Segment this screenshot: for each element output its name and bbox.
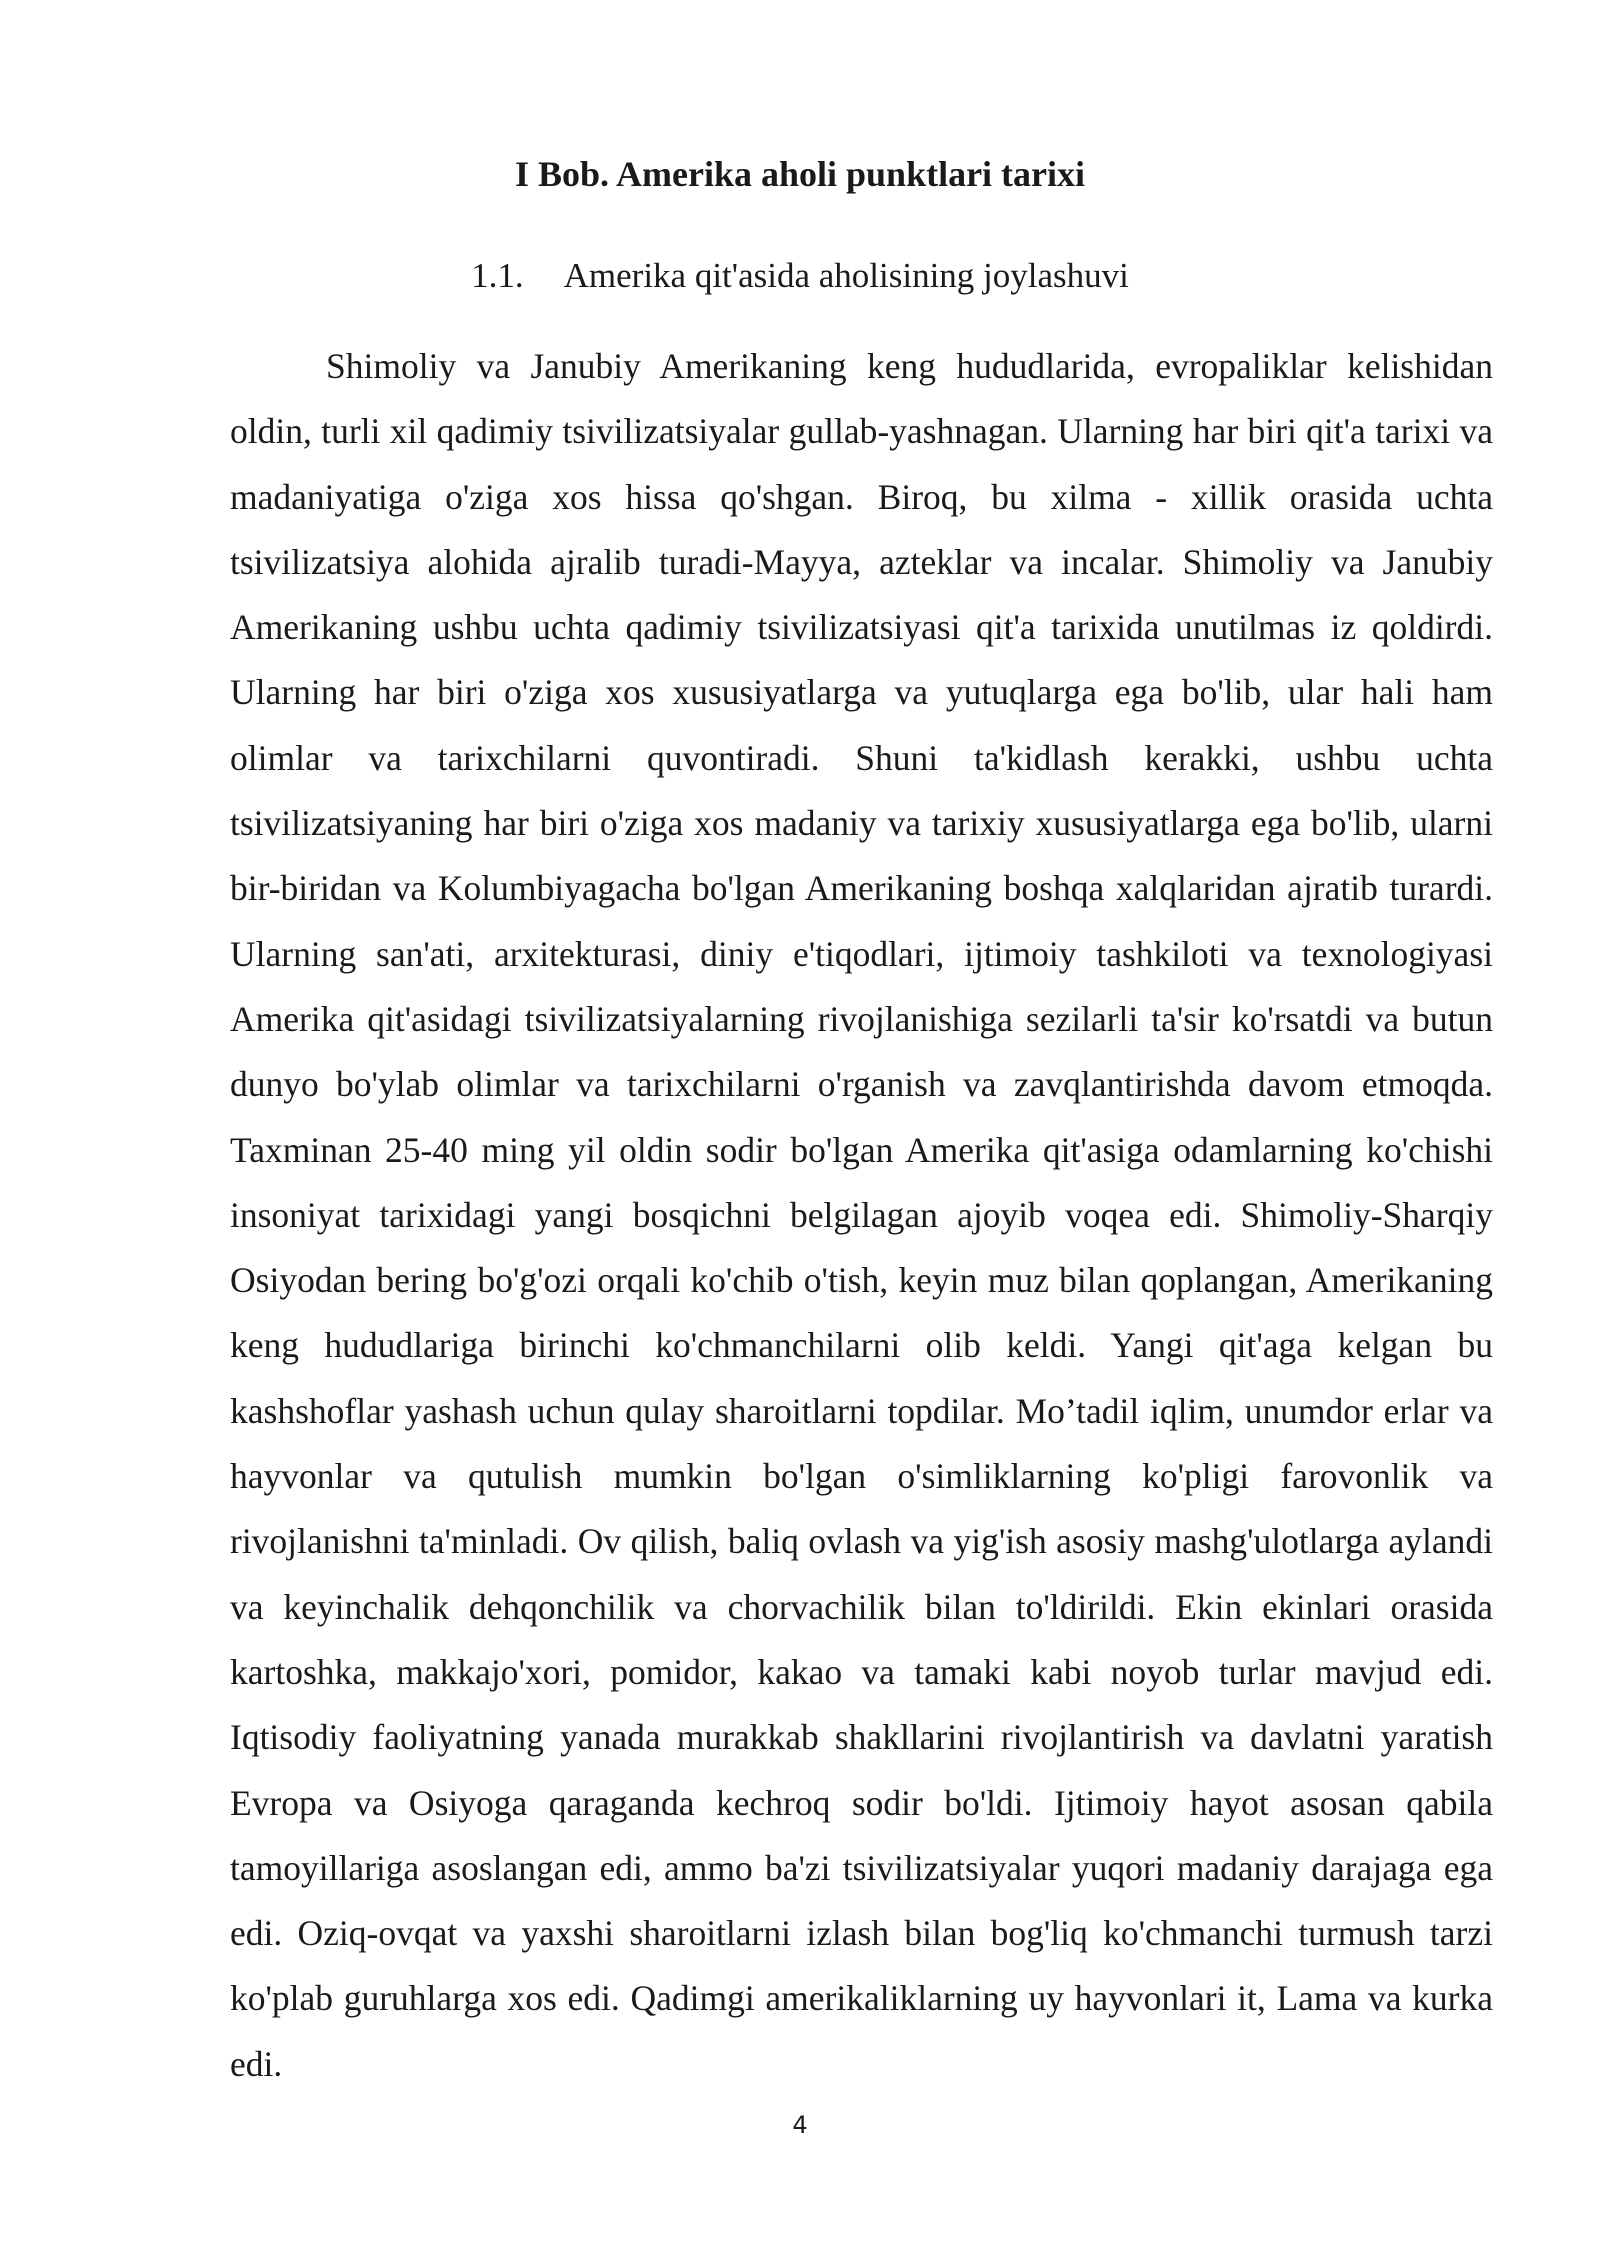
section-heading bbox=[0, 252, 1600, 300]
page-number: 4 bbox=[792, 2111, 808, 2139]
body-paragraph: Shimoliy va Janubiy Amerikaning keng hududlarida, evropaliklar kelishidan oldin, turli xil qadimiy tsivilizatsiyalar gullab-yashnagan. Ularning har biri qit'a tarixi va madaniyatiga o'ziga xos hissa qo'shgan. Biroq, bu xilma - xillik orasida uchta tsivilizatsiya alohida ajralib turadi-Mayya, azteklar va incalar. Shimoliy va Janubiy Amerikaning ushbu uchta qadimiy tsivilizatsiyasi qit'a tarixida unutilmas iz qoldirdi. Ularning har biri o'ziga xos xususiyatlarga va yutuqlarga ega bo'lib, ular hali ham olimlar va tarixchilarni quvontiradi. Shuni ta'kidlash kerakki, ushbu uchta tsivilizatsiyaning har biri o'ziga xos madaniy va tarixiy xususiyatlarga ega bo'lib, ularni bir-biridan va Kolumbiyagacha bo'lgan Amerikaning boshqa xalqlaridan ajratib turardi. Ularning san'ati, arxitekturasi, diniy e'tiqodlari, ijtimoiy tashkiloti va texnologiyasi Amerika qit'asidagi tsivilizatsiyalarning rivojlanishiga sezilarli ta'sir ko'rsatdi va butun dunyo bo'ylab olimlar va tarixchilarni o'rganish va zavqlantirishda davom etmoqda. Taxminan 25-40 ming yil oldin sodir bo'lgan Amerika qit'asiga odamlarning ko'chishi insoniyat tarixidagi yangi bosqichni belgilagan ajoyib voqea edi. Shimoliy-Sharqiy Osiyodan bering bo'g'ozi orqali ko'chib o'tish, keyin muz bilan qoplangan, Amerikaning keng hududlariga birinchi ko'chmanchilarni olib keldi. Yangi qit'aga kelgan bu kashshoflar yashash uchun qulay sharoitlarni topdilar. Mo’tadil iqlim, unumdor erlar va hayvonlar va qutulish mumkin bo'lgan o'simliklarning ko'pligi farovonlik va rivojlanishni ta'minladi. Ov qilish, baliq ovlash va yig'ish asosiy mashg'ulotlarga aylandi va keyinchalik dehqonchilik va chorvachilik bilan to'ldirildi. Ekin ekinlari orasida kartoshka, makkajo'xori, pomidor, kakao va tamaki kabi noyob turlar mavjud edi. Iqtisodiy faoliyatning yanada murakkab shakllarini rivojlantirish va davlatni yaratish Evropa va Osiyoga qaraganda kechroq sodir bo'ldi. Ijtimoiy hayot asosan qabila tamoyillariga asoslangan edi, ammo ba'zi tsivilizatsiyalar yuqori madaniy darajaga ega edi. Oziq-ovqat va yaxshi sharoitlarni izlash bilan bog'liq ko'chmanchi turmush tarzi ko'plab guruhlarga xos edi. Qadimgi amerikaliklarning uy hayvonlari it, Lama va kurka edi. bbox=[230, 346, 1493, 2084]
chapter-title: I Bob. Amerika aholi punktlari tarixi bbox=[514, 154, 1086, 194]
section-number: 1.1. bbox=[471, 256, 524, 295]
section-title: Amerika qit'asida aholisining joylashuvi bbox=[563, 256, 1129, 295]
